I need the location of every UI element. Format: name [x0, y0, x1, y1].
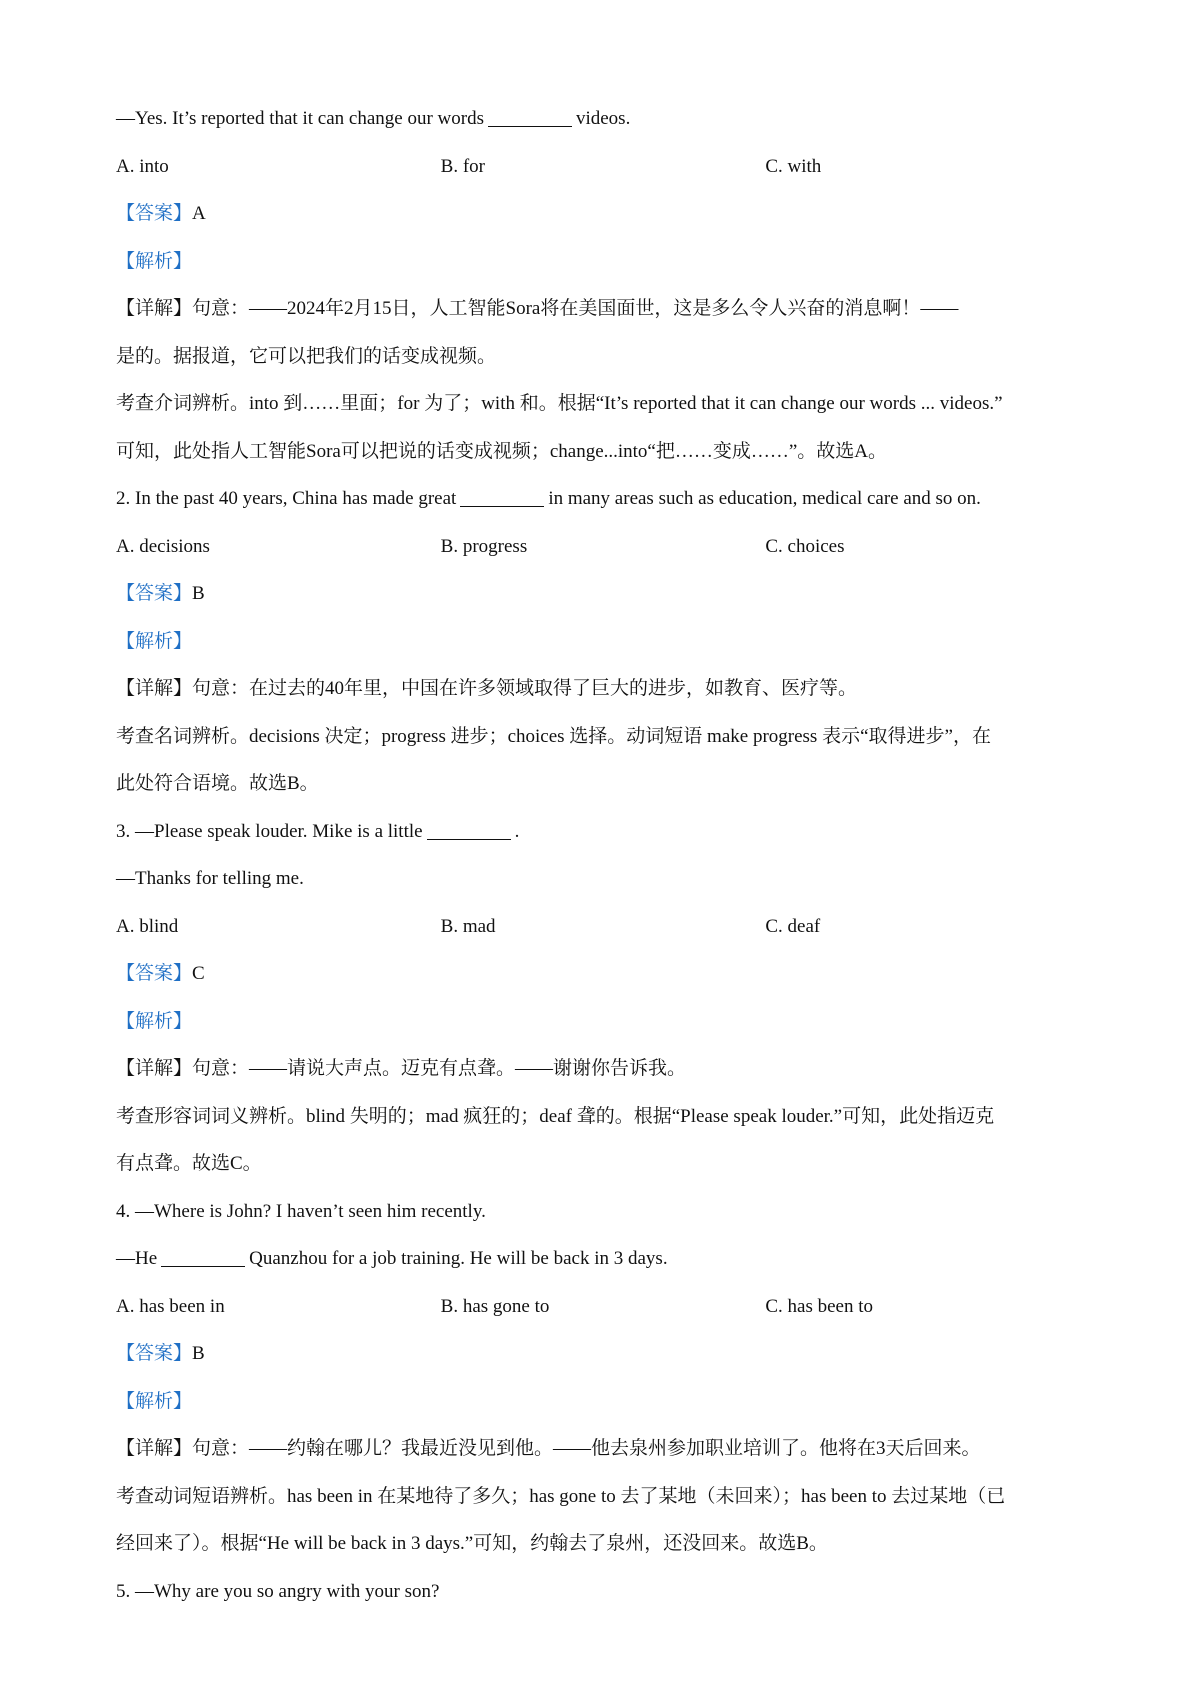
- q1-answer: [116, 190, 1090, 238]
- q1-stem-text: —Yes. It’s reported that it can change our words: [116, 108, 484, 129]
- q4-answer: [116, 1330, 1090, 1378]
- q4-option-a: A. has been in: [116, 1295, 225, 1317]
- q2-blank: [460, 505, 544, 507]
- q3-stem-end: .: [514, 820, 520, 842]
- answer-label: 【答案】: [116, 963, 193, 984]
- answer-label: 【答案】: [116, 203, 193, 224]
- q2-stem-text: 2. In the past 40 years, China has made great: [116, 488, 457, 509]
- q1-detail-line-1: [116, 285, 1090, 333]
- q4-options: [116, 1283, 1090, 1331]
- q1-option-c: C. with: [765, 155, 822, 177]
- q1-detail-line-4: 可知，此处指人工智能Sora可以把说的话变成视频；change...into“把……变成……”。故选A。: [116, 440, 888, 462]
- detail-text: 句意：在过去的40年里，中国在许多领域取得了巨大的进步，如教育、医疗等。: [192, 678, 858, 699]
- q4-reply: [116, 1235, 1090, 1283]
- q4-detail-line-3: 经回来了）。根据“He will be back in 3 days.”可知，约翰去了泉州，还没回来。故选B。: [116, 1533, 828, 1554]
- q1-option-a: A. into: [116, 155, 169, 177]
- q2-analysis: [116, 618, 1090, 666]
- q5-stem-line: 5. —Why are you so angry with your son?: [116, 1580, 440, 1602]
- answer-value: A: [192, 203, 206, 224]
- q1-blank: [488, 125, 572, 127]
- detail-label: 【详解】: [116, 678, 193, 699]
- q2-option-b: B. progress: [440, 535, 528, 557]
- detail-text: 句意：——请说大声点。迈克有点聋。——谢谢你告诉我。: [192, 1058, 687, 1079]
- q4-reply-end: Quanzhou for a job training. He will be back in 3 days.: [249, 1248, 668, 1269]
- q4-detail-line-2: 考查动词短语辨析。has been in 在某地待了多久；has gone to 去了某地（未回来）；has been to 去过某地（已: [116, 1485, 1006, 1507]
- q1-detail-line-2: 是的。据报道，它可以把我们的话变成视频。: [116, 345, 497, 367]
- q2-option-c: C. choices: [765, 535, 845, 557]
- q3-option-b: B. mad: [440, 915, 496, 937]
- q3-detail-line-3: 有点聋。故选C。: [116, 1153, 262, 1174]
- q4-option-c: C. has been to: [765, 1295, 873, 1317]
- detail-text: 句意：——约翰在哪儿？我最近没见到他。——他去泉州参加职业培训了。他将在3天后回来。: [192, 1438, 981, 1459]
- q3-detail-line-2: 考查形容词词义辨析。blind 失明的；mad 疯狂的；deaf 聋的。根据“Please speak louder.”可知，此处指迈克: [116, 1105, 995, 1127]
- detail-label: 【详解】: [116, 1058, 193, 1079]
- analysis-label: 【解析】: [116, 630, 193, 652]
- q3-blank: [427, 838, 511, 840]
- detail-text: 句意：——2024年2月15日，人工智能Sora将在美国面世，这是多么令人兴奋的消息啊！——: [192, 298, 959, 319]
- q1-options: [116, 143, 1090, 191]
- analysis-label: 【解析】: [116, 1390, 193, 1412]
- q1-detail-line-3: 考查介词辨析。into 到……里面；for 为了；with 和。根据“It’s reported that it can change our words ... videos.”: [116, 393, 1003, 414]
- q3-option-a: A. blind: [116, 915, 179, 937]
- q3-options: [116, 903, 1090, 951]
- detail-label: 【详解】: [116, 1438, 193, 1459]
- answer-label: 【答案】: [116, 583, 193, 604]
- q4-stem-line: 4. —Where is John? I haven’t seen him recently.: [116, 1200, 486, 1222]
- q4-detail-line-1: [116, 1425, 1090, 1473]
- q2-option-a: A. decisions: [116, 535, 210, 557]
- q1-stem-line: [116, 95, 1090, 143]
- q4-analysis: [116, 1378, 1090, 1426]
- q2-detail-line-3: 此处符合语境。故选B。: [116, 773, 319, 794]
- q4-blank: [161, 1265, 245, 1267]
- answer-value: B: [192, 1343, 205, 1364]
- q2-answer: [116, 570, 1090, 618]
- q3-option-c: C. deaf: [765, 915, 821, 937]
- q3-stem-line: [116, 808, 1090, 856]
- analysis-label: 【解析】: [116, 250, 193, 272]
- answer-value: B: [192, 583, 205, 604]
- q2-stem-end: in many areas such as education, medical care and so on.: [548, 488, 981, 509]
- q2-detail-line-1: [116, 665, 1090, 713]
- answer-value: C: [192, 963, 205, 984]
- q1-stem-end: videos.: [575, 108, 631, 129]
- q2-stem-line: [116, 475, 1090, 523]
- q3-stem-text: 3. —Please speak louder. Mike is a little: [116, 820, 423, 842]
- q3-analysis: [116, 998, 1090, 1046]
- q4-reply-text: —He: [116, 1248, 158, 1269]
- q2-detail-line-2: 考查名词辨析。decisions 决定；progress 进步；choices 选择。动词短语 make progress 表示“取得进步”，在: [116, 725, 991, 747]
- q3-answer: [116, 950, 1090, 998]
- q3-reply: —Thanks for telling me.: [116, 868, 304, 889]
- detail-label: 【详解】: [116, 298, 193, 319]
- q4-option-b: B. has gone to: [440, 1295, 550, 1317]
- answer-label: 【答案】: [116, 1343, 193, 1364]
- analysis-label: 【解析】: [116, 1010, 193, 1032]
- q2-options: [116, 523, 1090, 571]
- q1-option-b: B. for: [440, 155, 485, 177]
- q1-analysis: [116, 238, 1090, 286]
- q3-detail-line-1: [116, 1045, 1090, 1093]
